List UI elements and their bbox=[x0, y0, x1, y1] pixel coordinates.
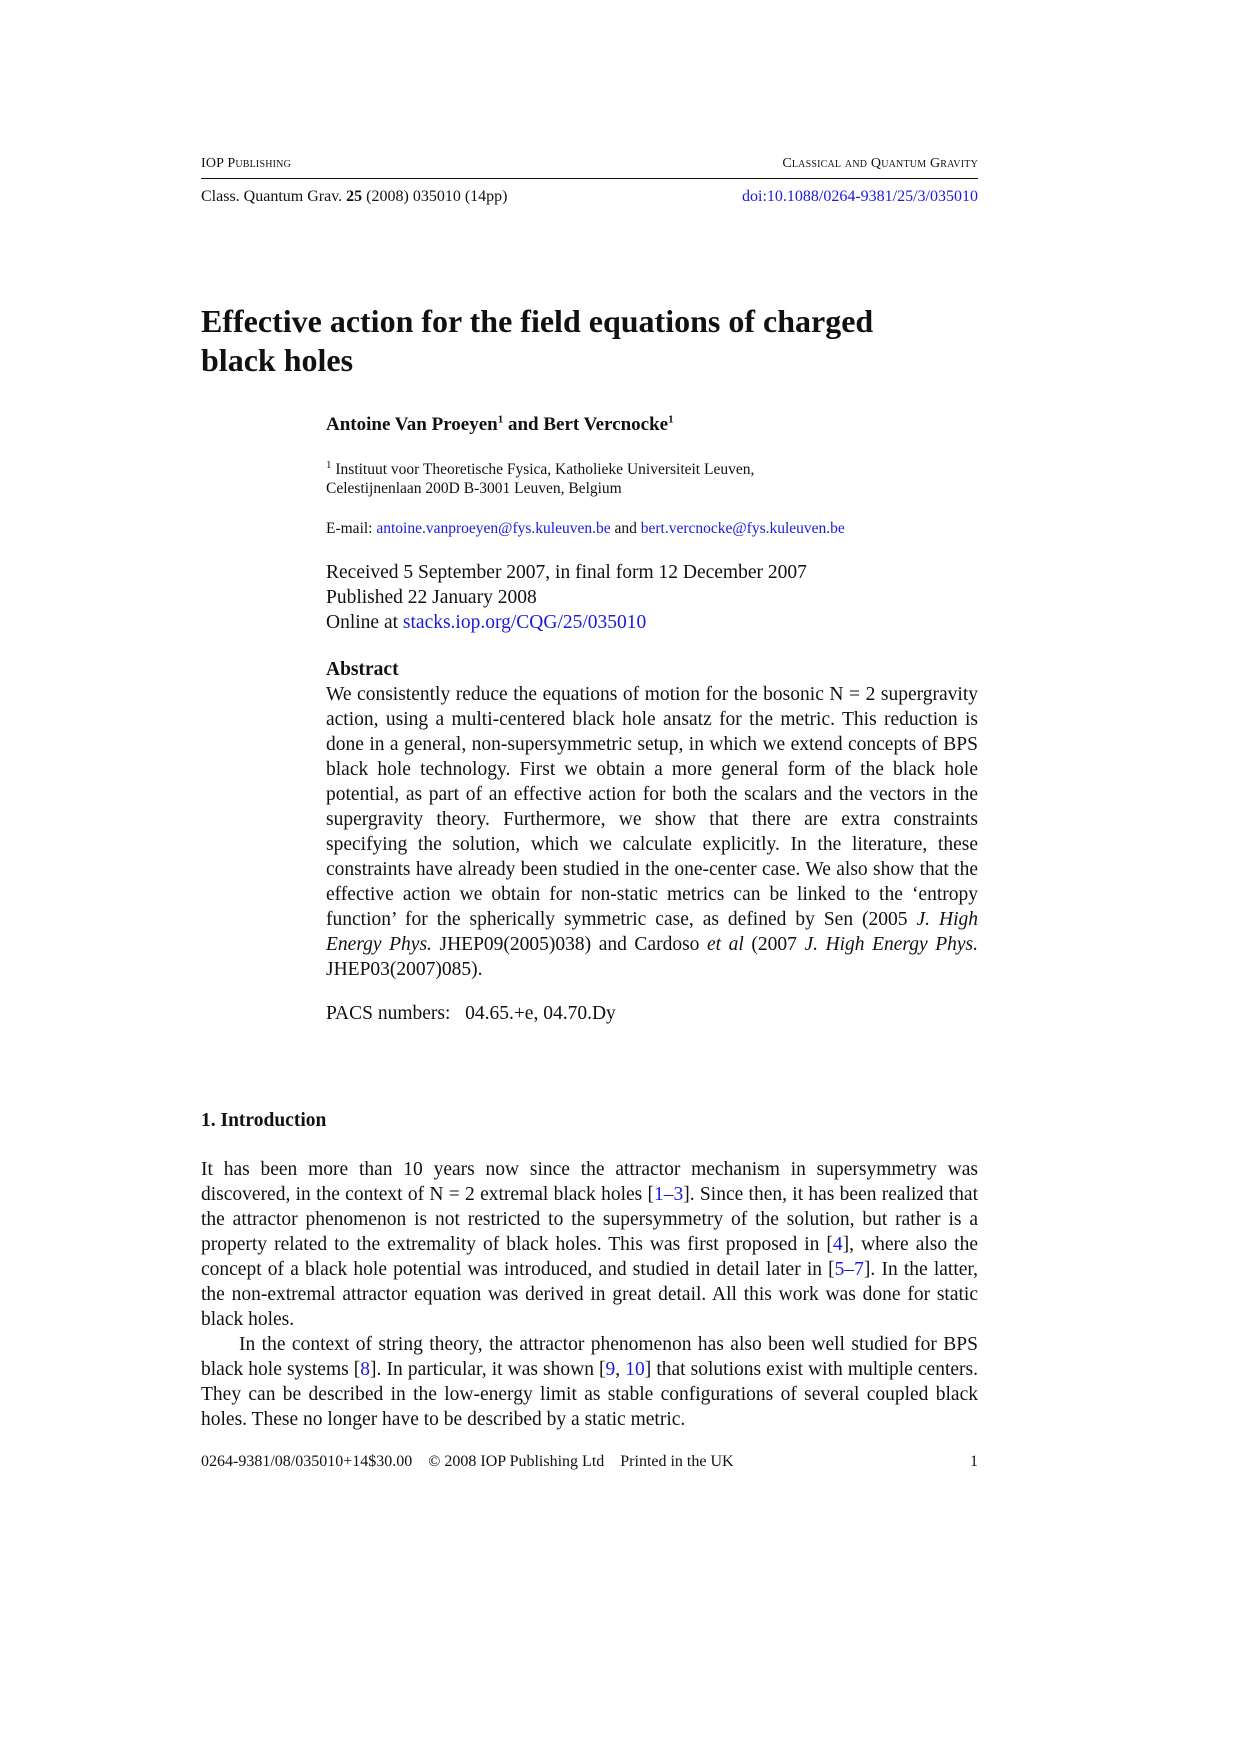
reference-link[interactable]: 5–7 bbox=[834, 1259, 864, 1280]
paragraph: It has been more than 10 years now since the attractor mechanism in supersymmetry was discovered, in the context of N = 2 extremal black holes [1–3]. Since then, it has been realized that the attractor phenomenon is not restricted to the supersymmetry of the solution, but rather is a property related to the extremality of black holes. This was first proposed in [4], where also the concept of a black hole potential was introduced, and studied in detail later in [5–7]. In the latter, the non-extremal attractor equation was derived in great detail. All this work was done for static black holes. bbox=[201, 1159, 978, 1330]
citation: Class. Quantum Grav. 25 (2008) 035010 (14pp) bbox=[201, 188, 508, 205]
header-rule bbox=[201, 178, 978, 179]
email-link[interactable]: bert.vercnocke@fys.kuleuven.be bbox=[640, 520, 845, 537]
published-date: Published 22 January 2008 bbox=[326, 587, 537, 608]
paper-title: Effective action for the field equations of charged black holes bbox=[201, 303, 874, 378]
page-number: 1 bbox=[970, 1453, 978, 1470]
email-link[interactable]: antoine.vanproeyen@fys.kuleuven.be bbox=[376, 520, 611, 537]
running-header bbox=[201, 156, 978, 172]
section-heading: 1. Introduction bbox=[201, 1110, 327, 1131]
reference-link[interactable]: 9 bbox=[605, 1359, 616, 1380]
abstract bbox=[326, 657, 978, 982]
introduction-text bbox=[201, 1157, 978, 1432]
abstract-text: We consistently reduce the equations of motion for the bosonic N = 2 supergravity action, using a multi-centered black hole ansatz for the metric. This reduction is done in a general, non-supersymmetric setup, in which we extend concepts of BPS black hole technology. First we obtain a more general form of the black hole potential, as part of an effective action for both the scalars and the vectors in the supergravity theory. Furthermore, we show that there are extra constraints specifying the solution, which we calculate explicitly. In the literature, these constraints have already been studied in the one-center case. We also show that the effective action we obtain for non-static metrics can be linked to the ‘entropy function’ for the spherically symmetric case, as defined by Sen (2005 J. High Energy Phys. JHEP09(2005)038) and Cardoso et al (2007 J. High Energy Phys. JHEP03(2007)085). bbox=[326, 684, 979, 980]
page-footer bbox=[201, 1453, 978, 1471]
footer-copyright: 0264-9381/08/035010+14$30.00 © 2008 IOP Publishing Ltd Printed in the UK bbox=[201, 1453, 734, 1470]
email-line: E-mail: antoine.vanproeyen@fys.kuleuven.be and bert.vercnocke@fys.kuleuven.be bbox=[326, 520, 845, 537]
publisher-name: IOP Publishing bbox=[201, 156, 292, 171]
publication-dates: Received 5 September 2007, in final form 12 December 2007 Published 22 January 2008 Online at stacks.iop.org/CQG/25/035010 bbox=[326, 560, 978, 635]
reference-link[interactable]: 4 bbox=[832, 1234, 843, 1255]
citation-volume: 25 bbox=[346, 188, 363, 205]
doi-link[interactable]: doi:10.1088/0264-9381/25/3/035010 bbox=[742, 188, 978, 205]
online-link[interactable]: stacks.iop.org/CQG/25/035010 bbox=[402, 612, 647, 633]
author-list: Antoine Van Proeyen$^1$ and Bert Vercnocke$^1$ bbox=[326, 413, 674, 435]
received-date: Received 5 September 2007, in final form 12 December 2007 bbox=[326, 562, 807, 583]
citation-header bbox=[201, 188, 978, 206]
pacs-numbers: PACS numbers: 04.65.+e, 04.70.Dy bbox=[326, 1003, 616, 1024]
reference-link[interactable]: 1–3 bbox=[654, 1184, 684, 1205]
author-name: Antoine Van Proeyen bbox=[326, 414, 498, 435]
affiliation: $^1$ Instituut voor Theoretische Fysica, Katholieke Universiteit Leuven, Celestijnenlaan 200D B-3001 Leuven, Belgium bbox=[326, 458, 755, 497]
reference-link[interactable]: 8 bbox=[360, 1359, 371, 1380]
abstract-heading: Abstract bbox=[326, 659, 399, 680]
journal-name: Classical and Quantum Gravity bbox=[782, 156, 978, 171]
author-name: Bert Vercnocke bbox=[543, 414, 669, 435]
paragraph: In the context of string theory, the attractor phenomenon has also been well studied for BPS black hole systems [8]. In particular, it was shown [9, 10] that solutions exist with multiple centers. They can be described in the low-energy limit as stable configurations of several coupled black holes. These no longer have to be described by a static metric. bbox=[201, 1334, 978, 1430]
reference-link[interactable]: 10 bbox=[625, 1359, 645, 1380]
